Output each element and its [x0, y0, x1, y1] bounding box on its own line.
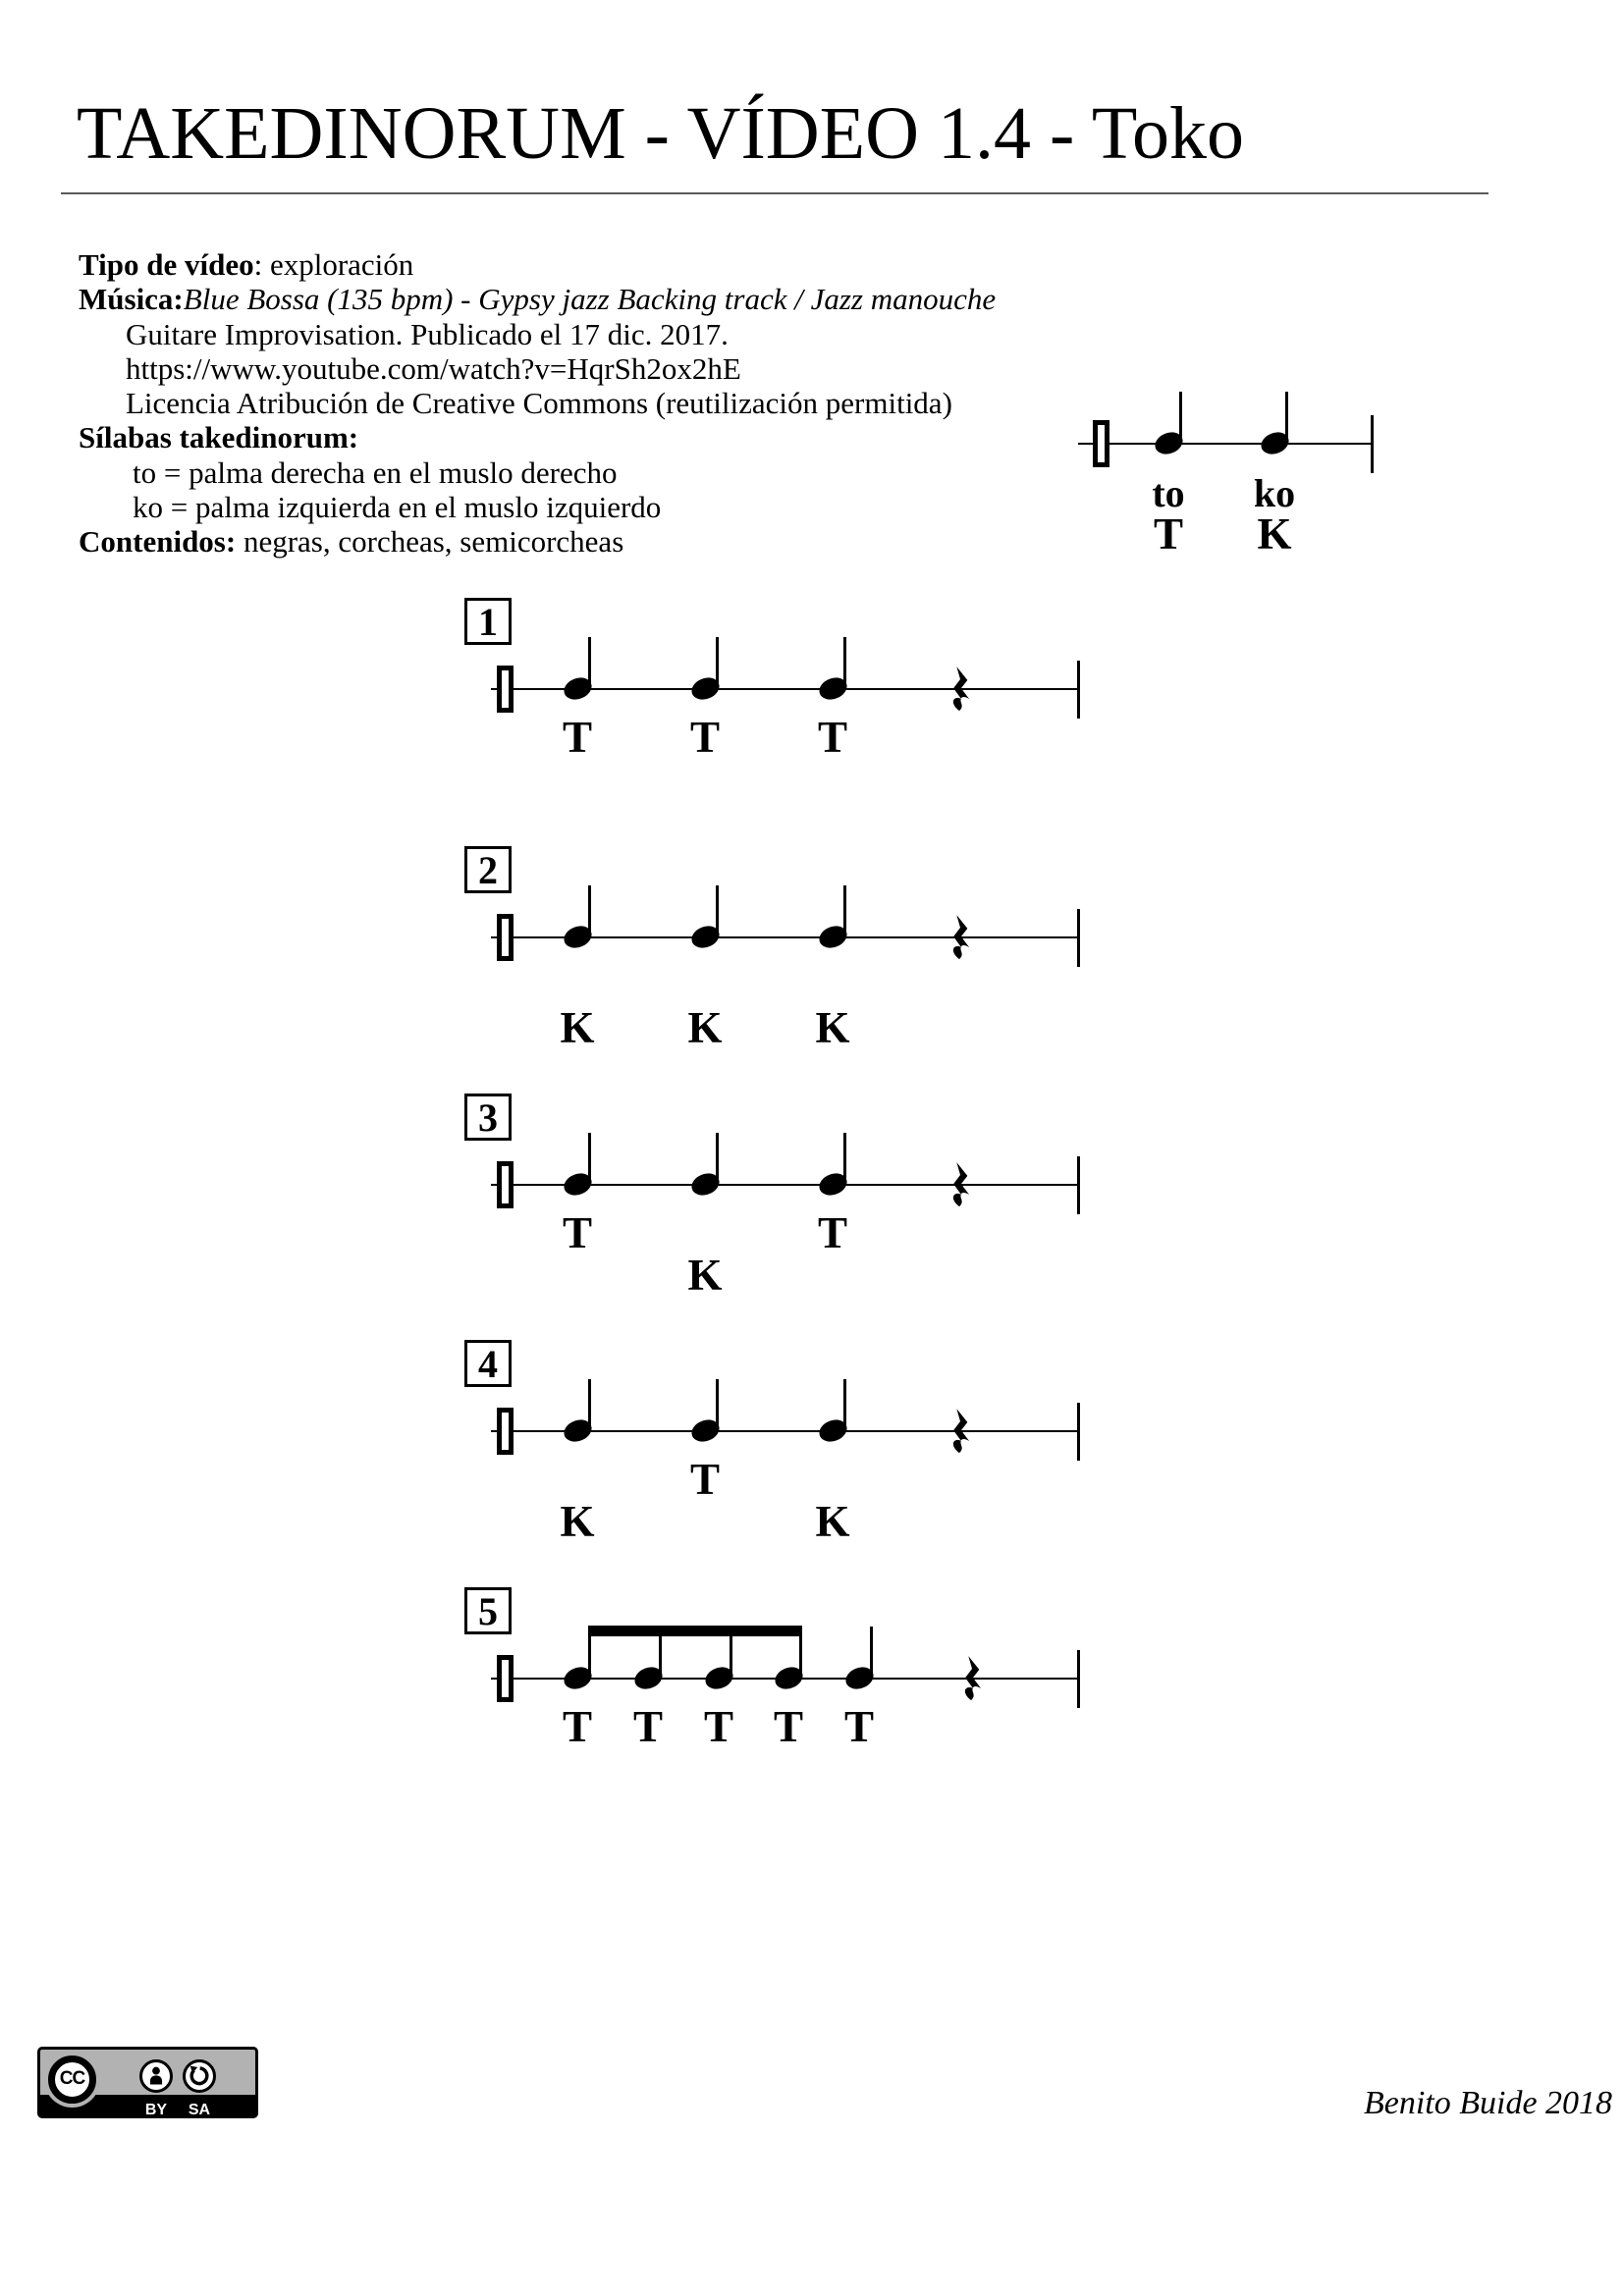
note-stem: [1285, 392, 1288, 445]
exercise-number: 5: [464, 1587, 512, 1634]
note-stem: [1179, 392, 1182, 445]
author-credit: Benito Buide 2018: [1364, 2085, 1613, 2121]
letter-label: K: [1257, 509, 1292, 559]
cc-sa-label: SA: [188, 2102, 211, 2118]
note-stem: [588, 1133, 591, 1186]
person-icon: [143, 2063, 169, 2089]
percussion-clef-icon: [497, 1161, 514, 1208]
page-title: TAKEDINORUM - VÍDEO 1.4 - Toko: [77, 92, 1245, 175]
exercise-row-5: [0, 1580, 1623, 1787]
note-stem: [843, 637, 846, 690]
letter-label: T: [632, 1702, 663, 1751]
percussion-clef-icon: [497, 1408, 514, 1455]
letter-label: T: [562, 1208, 592, 1257]
music-value: Blue Bossa (135 bpm) - Gypsy jazz Backing track / Jazz manouche: [183, 282, 997, 317]
music-line: [79, 282, 996, 316]
quarter-rest-icon: [949, 1162, 971, 1214]
note-stem: [716, 885, 719, 938]
letter-label: T: [562, 1702, 592, 1751]
beam: [588, 1626, 802, 1636]
quarter-rest-icon: [949, 667, 971, 719]
cc-by-label: BY: [144, 2102, 168, 2118]
video-type-line: [79, 247, 996, 282]
note-stem: [716, 1379, 719, 1432]
license-line: Licencia Atribución de Creative Commons (reutilización permitida): [126, 386, 952, 421]
letter-label: K: [687, 1251, 723, 1300]
note-stem: [588, 885, 591, 938]
percussion-clef-icon: [497, 1655, 514, 1702]
video-type-value: : exploración: [253, 247, 414, 282]
percussion-clef-icon: [497, 666, 514, 713]
cc-by-sa-badge[interactable]: [37, 2047, 258, 2118]
quarter-rest-icon: [949, 915, 971, 967]
letter-label: K: [560, 1003, 595, 1052]
note-stem: [588, 1379, 591, 1432]
ko-definition-line: ko = palma izquierda en el muslo izquierdo: [133, 490, 662, 525]
legend-example: [0, 346, 1623, 559]
contents-label: Contenidos:: [79, 524, 237, 560]
quarter-rest-icon: [961, 1656, 983, 1708]
barline: [1077, 1650, 1080, 1708]
barline: [1077, 661, 1080, 719]
quarter-rest-icon: [949, 1409, 971, 1461]
share-alike-icon: [183, 2059, 216, 2093]
barline: [1371, 415, 1374, 473]
staff-line: [1078, 443, 1374, 445]
note-stem: [843, 1133, 846, 1186]
note-stem: [716, 1133, 719, 1186]
exercise-row-2: [0, 839, 1623, 1052]
title-rule: [61, 192, 1488, 194]
cc-logo-icon: CC: [48, 2056, 96, 2104]
exercise-row-4: [0, 1333, 1623, 1546]
percussion-clef-icon: [497, 914, 514, 961]
to-definition-line: to = palma derecha en el muslo derecho: [133, 454, 618, 490]
contents-value: negras, corcheas, semicorcheas: [236, 524, 624, 560]
circular-arrow-icon: [187, 2063, 212, 2089]
note-stem: [843, 1379, 846, 1432]
letter-label: T: [1153, 509, 1183, 559]
exercise-number: 2: [464, 846, 512, 893]
letter-label: T: [703, 1702, 733, 1751]
exercise-number: 4: [464, 1340, 512, 1387]
exercise-number: 3: [464, 1094, 512, 1141]
exercise-row-3: [0, 1087, 1623, 1300]
note-stem: [870, 1627, 873, 1680]
music-label: Música:: [79, 282, 184, 317]
letter-label: T: [843, 1702, 874, 1751]
video-type-label: Tipo de vídeo: [79, 247, 254, 282]
letter-label: T: [689, 713, 720, 762]
letter-label: T: [773, 1702, 803, 1751]
exercise-row-1: [0, 591, 1623, 797]
note-stem: [716, 637, 719, 690]
letter-label: T: [562, 713, 592, 762]
attribution-person-icon: [139, 2059, 173, 2093]
percussion-clef-icon: [1093, 420, 1109, 467]
barline: [1077, 1156, 1080, 1214]
letter-label: T: [817, 1208, 847, 1257]
syllable-label: to: [1152, 471, 1185, 515]
barline: [1077, 1403, 1080, 1461]
youtube-url[interactable]: https://www.youtube.com/watch?v=HqrSh2ox2hE: [126, 350, 741, 386]
letter-label: K: [687, 1003, 723, 1052]
syllables-label: Sílabas takedinorum:: [79, 420, 359, 455]
note-stem: [843, 885, 846, 938]
publisher-line: Guitare Improvisation. Publicado el 17 dic. 2017.: [126, 316, 729, 351]
syllable-label: ko: [1253, 471, 1296, 515]
barline: [1077, 909, 1080, 967]
exercise-number: 1: [464, 598, 512, 645]
letter-label: K: [815, 1497, 850, 1546]
note-stem: [588, 637, 591, 690]
letter-label: K: [560, 1497, 595, 1546]
letter-label: K: [815, 1003, 850, 1052]
letter-label: T: [817, 713, 847, 762]
letter-label: T: [689, 1455, 720, 1504]
